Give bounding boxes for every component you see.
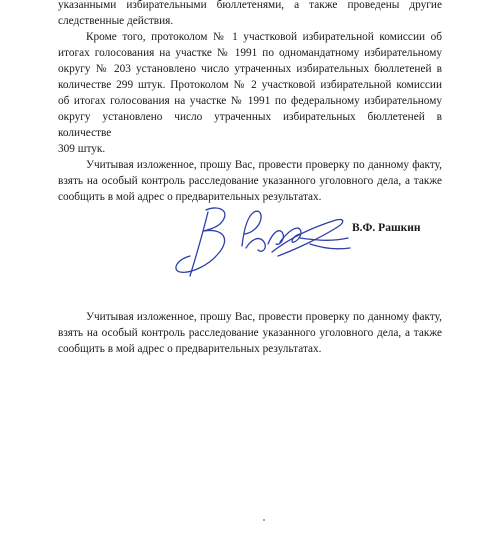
- text-line: взять на особый контроль расследование указанного уголовного дела, а также: [58, 175, 442, 187]
- text-line: Учитывая изложенное, прошу Вас, провести проверку по данному факту,: [86, 311, 442, 323]
- paragraph-1: [58, 0, 442, 29]
- text-line: сообщить в мой адрес о предварительных результатах.: [58, 343, 322, 355]
- text-line: количестве 299 штук. Протоколом № 2 участковой избирательной комиссии: [58, 79, 442, 91]
- text-line: 309 штук.: [58, 143, 106, 155]
- text-line: указанными избирательными бюллетенями, а также проведены другие: [58, 0, 442, 11]
- text-line: Кроме того, протоколом № 1 участковой избирательной комиссии об: [86, 31, 442, 43]
- text-line: следственные действия.: [58, 15, 174, 27]
- text-line: об итогах голосования на участке № 1991 по федеральному избирательному: [58, 95, 442, 107]
- text-line: взять на особый контроль расследование указанного уголовного дела, а также: [58, 327, 442, 339]
- text-line: округу № 203 установлено число утраченных избирательных бюллетеней в: [58, 63, 442, 75]
- handwritten-signature: [160, 198, 360, 288]
- text-line: сообщить в мой адрес о предварительных результатах.: [58, 191, 322, 203]
- signer-name: В.Ф. Рашкин: [352, 222, 421, 234]
- text-line: итогах голосования на участке № 1991 по одномандатному избирательному: [58, 47, 442, 59]
- text-line: Учитывая изложенное, прошу Вас, провести проверку по данному факту,: [86, 159, 442, 171]
- paragraph-2: [58, 29, 442, 157]
- scan-speck: [263, 519, 265, 521]
- paragraph-4: [58, 309, 442, 357]
- text-line: округу установлено число утраченных избирательных бюллетеней в количестве: [58, 111, 442, 139]
